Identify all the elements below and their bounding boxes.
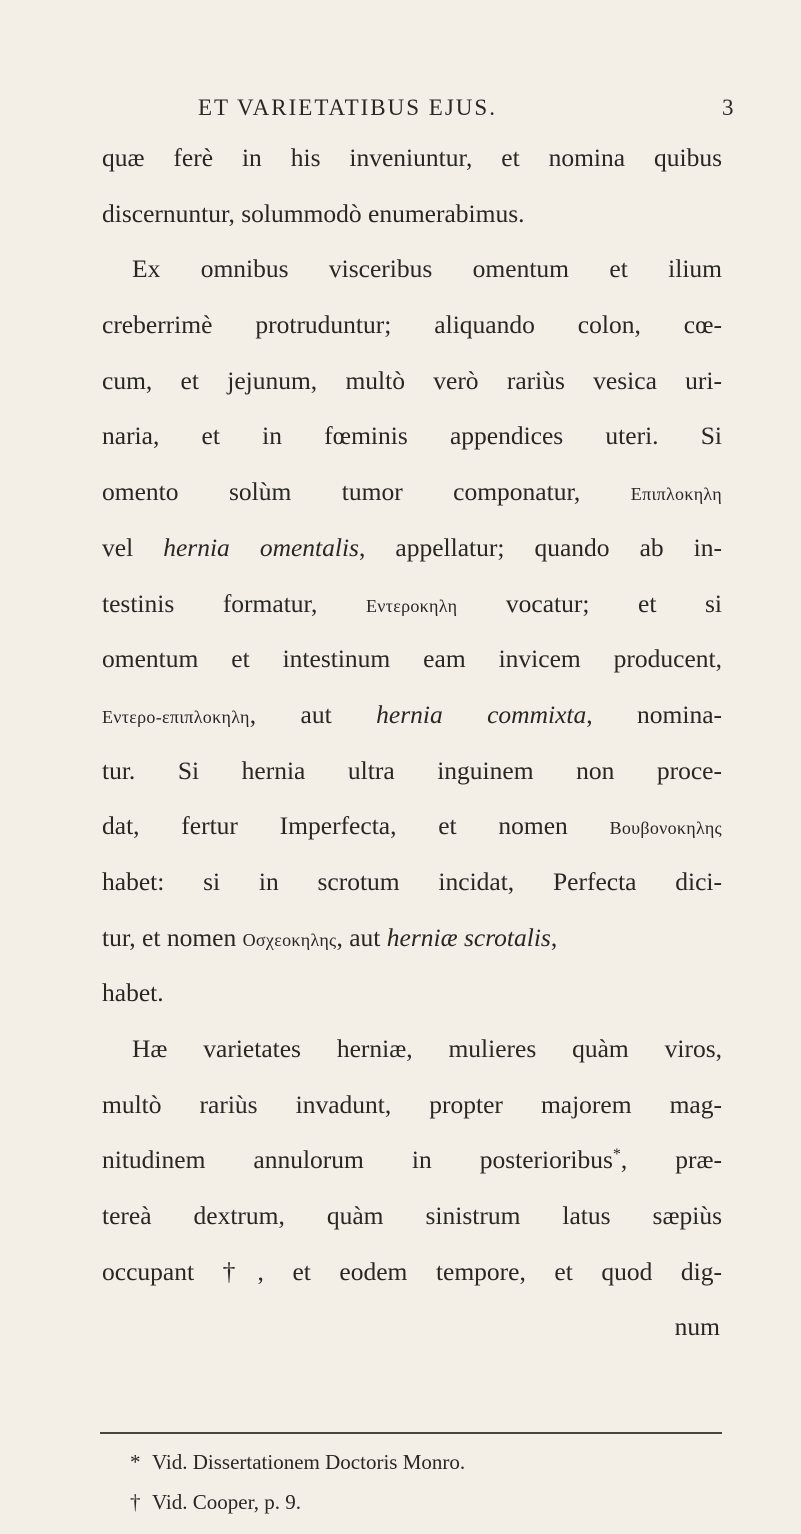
line-text: quæ ferè in his inveniuntur, et nomina quibus [102,143,722,172]
line-text: testinis formatur, [102,588,366,618]
text-line [102,576,722,632]
line-text: omentum et intestinum eam invicem producent, [102,644,722,674]
text-line [102,743,722,799]
line-text: creberrimè protruduntur; aliquando colon, cœ- [102,310,722,340]
text-line [102,520,722,576]
text-line [102,1244,722,1300]
text-line [102,1188,722,1244]
text-line [102,464,722,520]
line-text: multò rariùs invadunt, propter majorem mag- [102,1089,722,1119]
line-text: , [550,922,558,952]
line-text: , præ- [620,1145,722,1175]
footnote [130,1442,730,1482]
line-text: tur. Si hernia ultra inguinem non proce- [102,755,722,785]
line-text: habet: si in scrotum incidat, Perfecta dici- [102,866,722,896]
italic-term: hernia omentalis [163,532,359,562]
text-line [102,1077,722,1133]
catchword [102,1299,722,1355]
greek-term: Βουβονοκηλης [609,818,722,839]
line-text: , et eodem tempore, et quod dig- [257,1256,722,1286]
line-text: Ex omnibus visceribus omentum et ilium [132,254,722,284]
text-line [102,687,722,743]
text-line [102,408,722,464]
greek-term: Οσχεοκηλης [242,929,337,950]
line-text: vocatur; et si [457,588,722,618]
line-text: , nomina- [586,699,723,729]
line-text: dat, fertur Imperfecta, et nomen [102,811,610,841]
footnote-mark: † [130,1490,141,1514]
text-line [102,1132,722,1188]
line-text: , aut [336,922,387,952]
line-text: vel [102,532,164,562]
text-line [102,631,722,687]
greek-term: Επιπλοκηλη [630,484,722,505]
line-text: occupant [102,1256,223,1286]
text-line [102,353,722,409]
italic-term: hernia commixta [376,699,587,729]
footnote-mark: * [130,1450,141,1474]
greek-term: Εντερο-επιπλοκηλη [102,706,250,727]
footnote-text: Vid. Cooper, p. 9. [152,1490,301,1514]
line-text: Hæ varietates herniæ, mulieres quàm viros, [132,1034,722,1063]
page-number: 3 [722,95,734,120]
line-text: cum, et jejunum, multò verò rariùs vesica uri- [102,365,722,395]
greek-term: Εντεροκηλη [365,595,458,616]
body-text [102,130,722,1355]
running-head [0,91,801,125]
paragraph-start-line [102,1021,722,1077]
italic-term: herniæ scrotalis [386,922,551,952]
paragraph-start-line [102,241,722,297]
line-text: omento solùm tumor componatur, [102,477,631,507]
text-line [102,854,722,910]
footnote-ref[interactable]: * [612,1146,621,1164]
text-line [102,130,722,186]
footnote-rule [100,1432,722,1434]
text-line [102,186,722,242]
footnotes [130,1442,730,1522]
line-text: nitudinem annulorum in posterioribus [102,1145,613,1175]
line-text: tereà dextrum, quàm sinistrum latus sæpiùs [102,1201,722,1231]
line-text: naria, et in fœminis appendices uteri. Si [102,421,722,451]
text-line [102,798,722,854]
footnote-text: Vid. Dissertationem Doctoris Monro. [152,1450,466,1474]
footnote-ref[interactable]: † [222,1256,258,1286]
text-line [102,297,722,353]
line-text: discernuntur, solummodò enumerabimus. [102,198,525,228]
line-text: tur, et nomen [102,922,243,952]
line-text: habet. [102,978,164,1008]
footnote [130,1482,730,1522]
running-title: ET VARIETATIBUS EJUS. [198,95,497,120]
text-line [102,965,722,1021]
text-line [102,910,722,966]
catchword-text: num [674,1312,720,1342]
line-text: , appellatur; quando ab in- [358,532,723,562]
line-text: , aut [249,699,377,729]
